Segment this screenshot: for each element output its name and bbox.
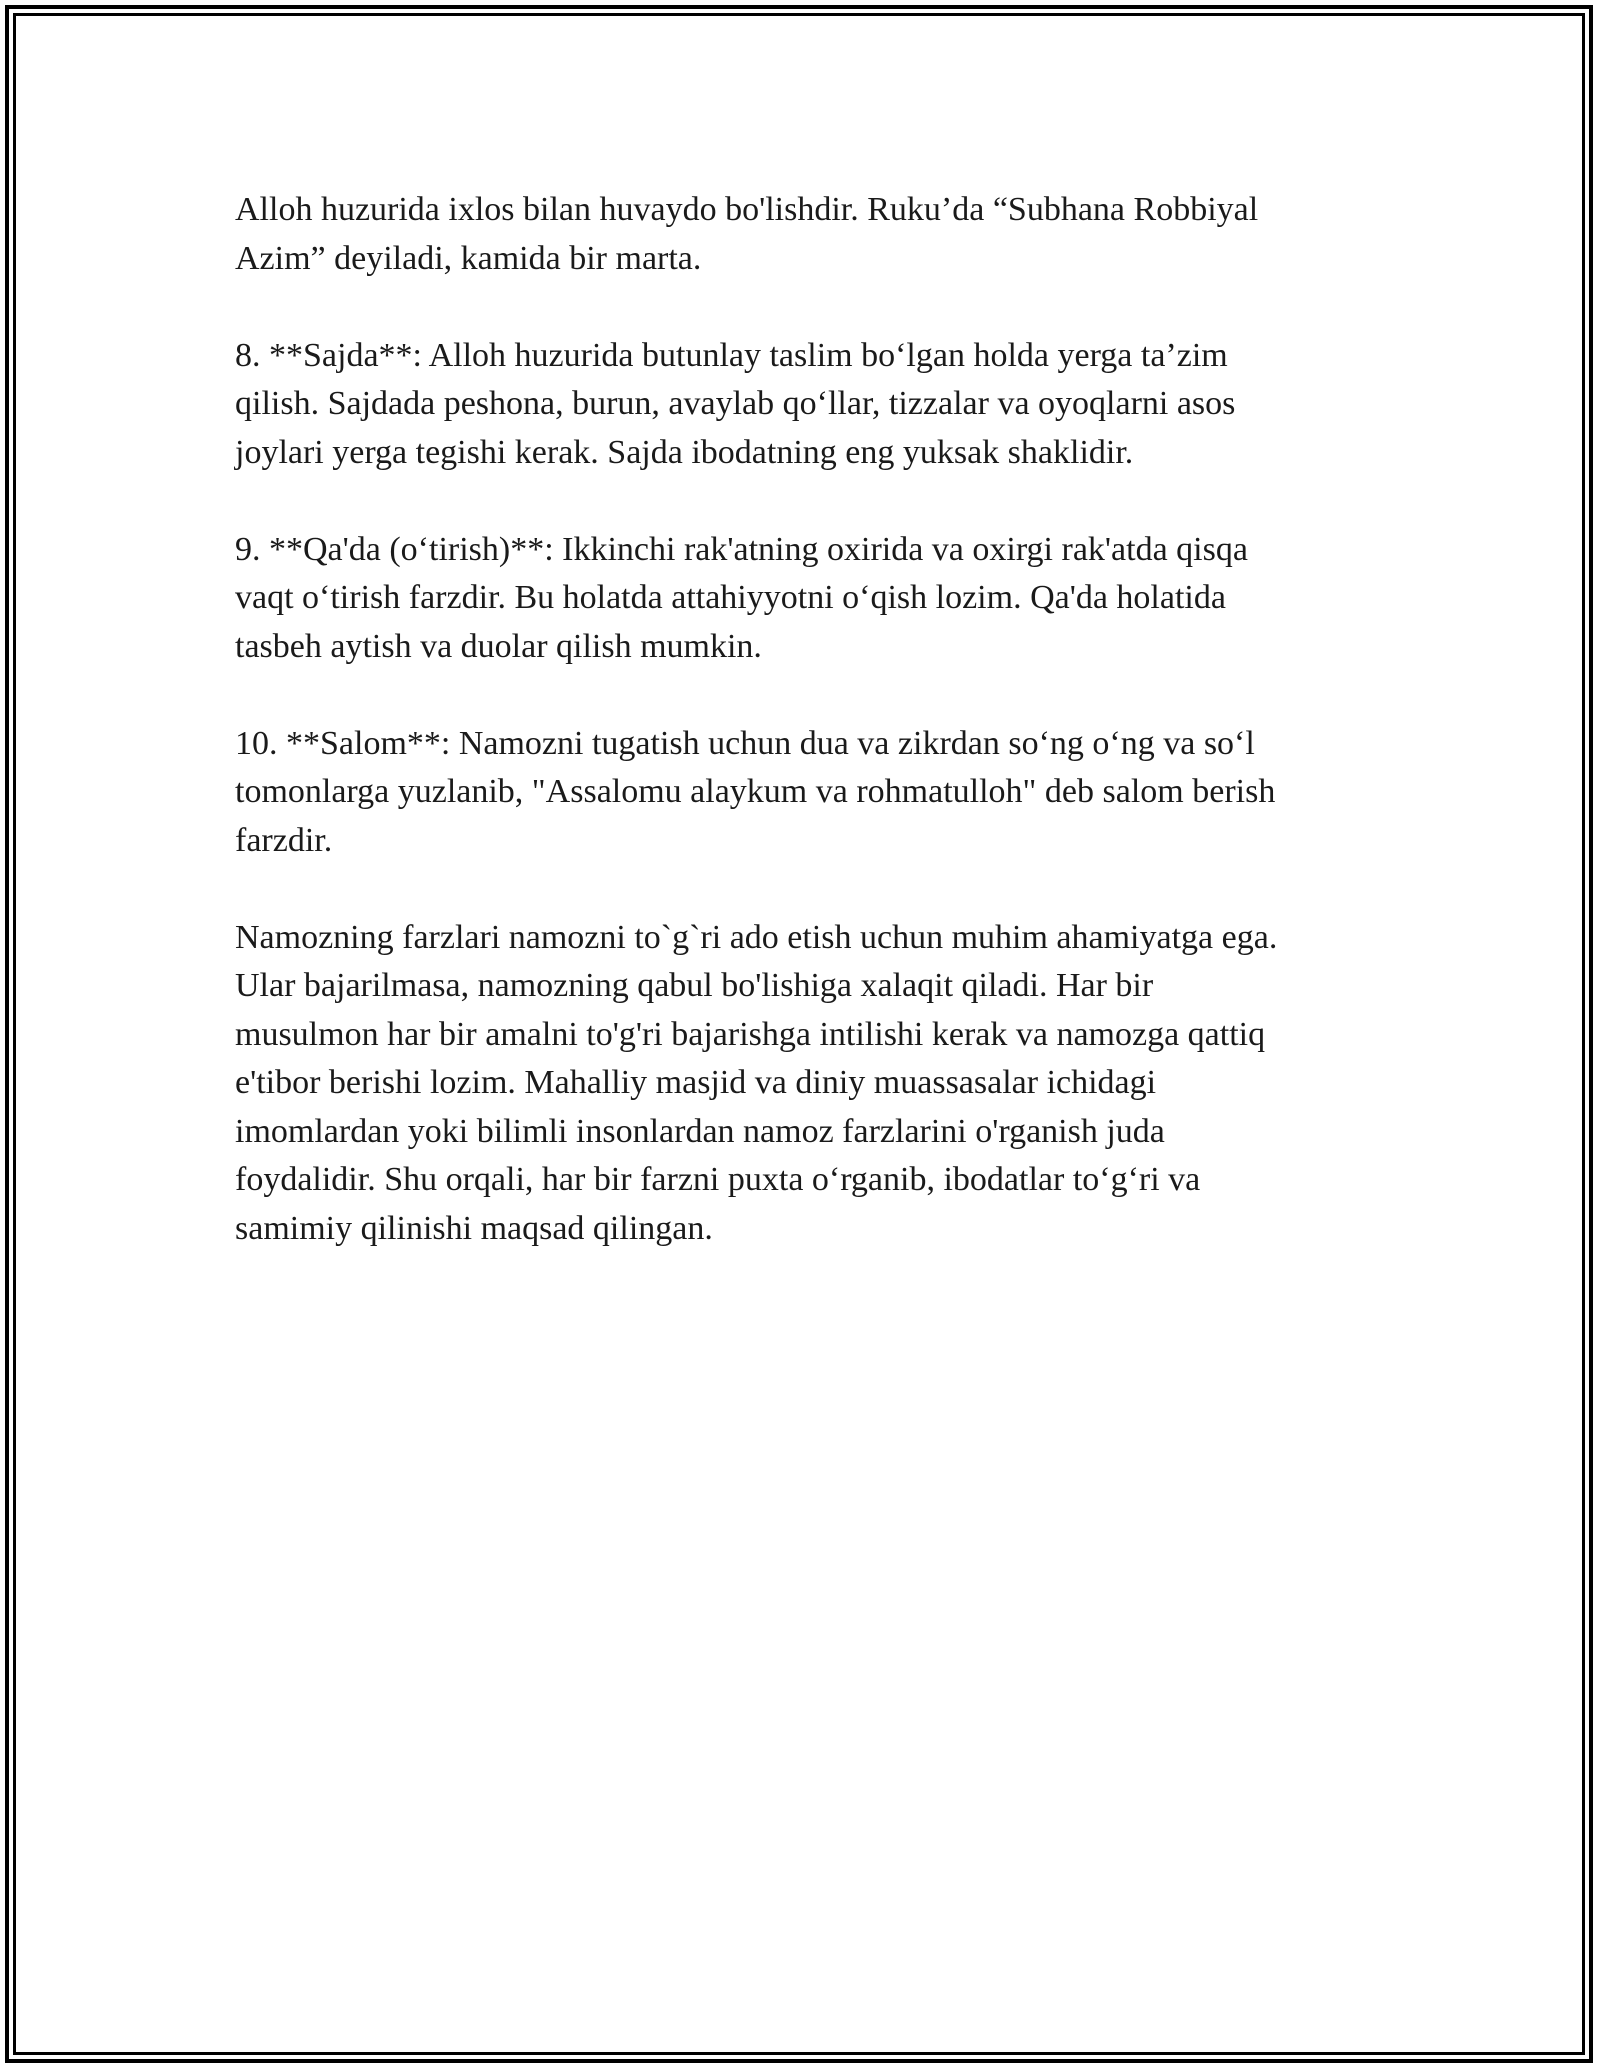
paragraph-sajda [235, 332, 1365, 478]
text-line: qilish. Sajdada peshona, burun, avaylab qo‘llar, tizzalar va oyoqlarni asos [235, 385, 1236, 422]
text-line: tomonlarga yuzlanib, "Assalomu alaykum va rohmatulloh" deb salom berish [235, 773, 1276, 810]
text-line: e'tibor berishi lozim. Mahalliy masjid va diniy muassasalar ichidagi [235, 1064, 1157, 1101]
text-line: foydalidir. Shu orqali, har bir farzni puxta o‘rganib, ibodatlar to‘g‘ri va [235, 1161, 1201, 1198]
paragraph-salom [235, 720, 1365, 866]
text-line: Ular bajarilmasa, namozning qabul bo'lishiga xalaqit qiladi. Har bir [235, 967, 1154, 1004]
text-line: musulmon har bir amalni to'g'ri bajarishga intilishi kerak va namozga qattiq [235, 1015, 1266, 1053]
text-line: imomlardan yoki bilimli insonlardan namoz farzlarini o'rganish juda [235, 1112, 1165, 1150]
text-line: Namozning farzlari namozni to`g`ri ado etish uchun muhim ahamiyatga ega. [235, 918, 1278, 956]
text-line: Alloh huzurida ixlos bilan huvaydo bo'lishdir. Ruku’da “Subhana Robbiyal [235, 191, 1259, 228]
text-line: tasbeh aytish va duolar qilish mumkin. [235, 627, 762, 665]
paragraph-qada [235, 526, 1365, 672]
paragraph-ruku-continuation [235, 186, 1365, 283]
paragraph-conclusion [235, 914, 1365, 1254]
text-line: Azim” deyiladi, kamida bir marta. [235, 239, 702, 277]
text-line: farzdir. [235, 821, 333, 859]
text-line: 8. **Sajda**: Alloh huzurida butunlay taslim bo‘lgan holda yerga ta’zim [235, 336, 1228, 374]
text-line: samimiy qilinishi maqsad qilingan. [235, 1209, 713, 1247]
text-line: joylari yerga tegishi kerak. Sajda ibodatning eng yuksak shaklidir. [235, 433, 1134, 471]
text-line: vaqt o‘tirish farzdir. Bu holatda attahiyyotni o‘qish lozim. Qa'da holatida [235, 579, 1226, 616]
document-body [235, 186, 1365, 1302]
text-line: 10. **Salom**: Namozni tugatish uchun dua va zikrdan so‘ng o‘ng va so‘l [235, 724, 1255, 762]
text-line: 9. **Qa'da (o‘tirish)**: Ikkinchi rak'atning oxirida va oxirgi rak'atda qisqa [235, 530, 1248, 568]
